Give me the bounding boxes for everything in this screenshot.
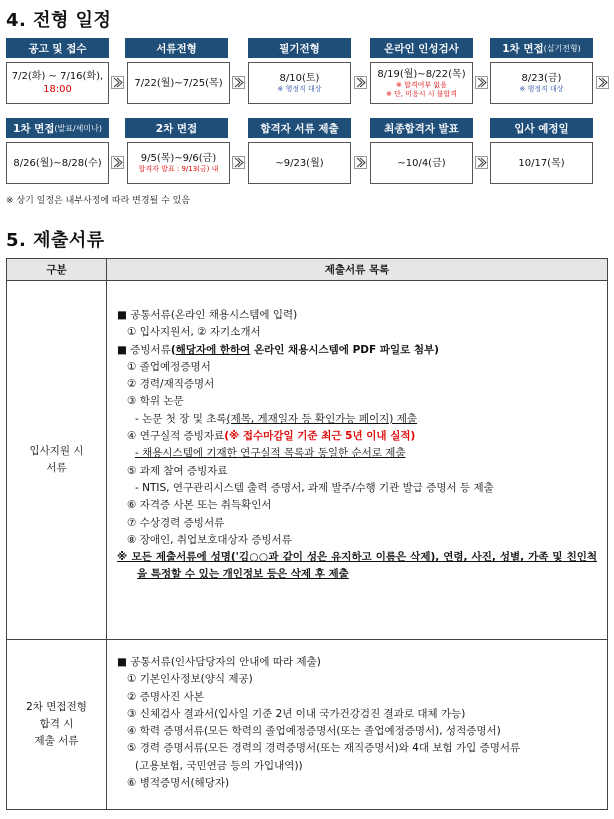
stage-head-personality-test: 온라인 인성검사 xyxy=(370,38,473,58)
stage-head-start-date: 입사 예정일 xyxy=(490,118,593,138)
category-second-interview: 2차 면접전형 합격 시 제출 서류 xyxy=(7,640,107,810)
stage-head-document-screening: 서류전형 xyxy=(125,38,228,58)
list-item: (고용보험, 국민연금 등의 가입내역)) xyxy=(135,759,303,772)
documents-table xyxy=(6,258,608,810)
stage-cell-written-test: 8/10(토) ※ 행정직 대상 xyxy=(248,62,351,104)
column-header-documents: 제출서류 목록 xyxy=(107,259,608,281)
arrow-right-icon xyxy=(232,76,245,89)
stage-head-final-announcement: 최종합격자 발표 xyxy=(370,118,473,138)
privacy-warning: ※ 모든 제출서류에 성명('김○○과 같이 성은 유지하고 이름은 삭제), 연령, 사진, 성별, 가족 및 친인척을 특정할 수 있는 개인정보 등은 삭제 후 제출 xyxy=(117,551,597,581)
stage-head-application: 공고 및 접수 xyxy=(6,38,109,58)
table-row-application xyxy=(7,281,608,640)
arrow-right-icon xyxy=(232,156,245,169)
list-item: ⑤ 경력 증명서류(모든 경력의 경력증명서(또는 재직증명서)와 4대 보험 가입 증명서류 xyxy=(127,742,521,755)
stage-cell-personality-test: 8/19(월)~8/22(목) ※ 합격여부 없음 ※ 단, 미응시 시 불합격 xyxy=(370,62,473,104)
list-item: ④ 학력 증명서류(모든 학력의 졸업예정증명서(또는 졸업예정증명서), 성적증명서) xyxy=(127,725,501,738)
list-item: ⑥ 병적증명서(해당자) xyxy=(127,777,230,790)
list-item: ① 졸업예정증명서 xyxy=(127,360,211,373)
list-item: ⑦ 수상경력 증빙서류 xyxy=(127,516,225,529)
stage-head-document-submission: 합격자 서류 제출 xyxy=(248,118,351,138)
list-item: - NTIS, 연구관리시스템 출력 증명서, 과제 발주/수행 기관 발급 증명서 등 제출 xyxy=(135,481,494,494)
stage-head-first-interview-presentation: 1차 면접 (발표/세미나) xyxy=(6,118,109,138)
list-item: ■ 증빙서류(해당자에 한하여 온라인 채용시스템에 PDF 파일로 첨부) xyxy=(117,343,439,356)
arrow-right-icon xyxy=(354,76,367,89)
stage-cell-document-screening: 7/22(월)~7/25(목) xyxy=(127,62,230,104)
stage-cell-first-interview-practical: 8/23(금) ※ 행정직 대상 xyxy=(490,62,593,104)
list-item: ② 증명사진 사본 xyxy=(127,690,204,703)
arrow-right-icon xyxy=(354,156,367,169)
list-item: ⑤ 과제 참여 증빙자료 xyxy=(127,464,228,477)
list-item: ■ 공통서류(인사담당자의 안내에 따라 제출) xyxy=(117,656,321,668)
list-item: ④ 연구실적 증빙자료(※ 접수마감일 기준 최근 5년 이내 실적) xyxy=(127,430,416,443)
stage-cell-start-date: 10/17(목) xyxy=(490,142,593,184)
list-item: ① 입사지원서, ② 자기소개서 xyxy=(127,326,261,339)
list-item: - 논문 첫 장 및 초록(제목, 게재일자 등 확인가능 페이지) 제출 xyxy=(135,412,417,425)
arrow-right-icon xyxy=(111,76,124,89)
column-header-category: 구분 xyxy=(7,259,107,281)
list-item: ③ 신체검사 결과서(입사일 기준 2년 이내 국가건강검진 결과로 대체 가능) xyxy=(127,707,466,720)
category-application: 입사지원 시 서류 xyxy=(7,281,107,640)
stage-cell-document-submission: ~9/23(월) xyxy=(248,142,351,184)
stage-cell-final-announcement: ~10/4(금) xyxy=(370,142,473,184)
section-title-schedule: 4. 전형 일정 xyxy=(6,10,112,31)
documents-application xyxy=(107,281,608,640)
table-header-row xyxy=(7,259,608,281)
stage-head-first-interview-practical: 1차 면접 (실기전형) xyxy=(490,38,593,58)
list-item: ③ 학위 논문 xyxy=(127,395,184,408)
list-item: ■ 공통서류(온라인 채용시스템에 입력) xyxy=(117,309,298,321)
stage-head-second-interview: 2차 면접 xyxy=(125,118,228,138)
section-title-documents: 5. 제출서류 xyxy=(6,230,105,251)
arrow-right-icon xyxy=(475,156,488,169)
stage-cell-application: 7/2(화) ~ 7/16(화), 18:00 xyxy=(6,62,109,104)
stage-head-written-test: 필기전형 xyxy=(248,38,351,58)
stage-cell-first-interview-presentation: 8/26(월)~8/28(수) xyxy=(6,142,109,184)
arrow-right-icon xyxy=(475,76,488,89)
documents-second-interview xyxy=(107,640,608,810)
arrow-right-icon xyxy=(111,156,124,169)
list-item: - 채용시스템에 기재한 연구실적 목록과 동일한 순서로 제출 xyxy=(135,447,406,460)
table-row-second-interview xyxy=(7,640,608,810)
stage-cell-second-interview: 9/5(목)~9/6(금) 합격자 발표 : 9/13(금) 내 xyxy=(127,142,230,184)
schedule-footnote: ※ 상기 일정은 내부사정에 따라 변경될 수 있음 xyxy=(6,196,191,206)
arrow-right-icon xyxy=(596,76,609,89)
list-item: ⑥ 자격증 사본 또는 취득확인서 xyxy=(127,499,272,512)
list-item: ⑧ 장애인, 취업보호대상자 증빙서류 xyxy=(127,533,292,546)
list-item: ② 경력/재직증명서 xyxy=(127,378,215,391)
list-item: ① 기본인사정보(양식 제공) xyxy=(127,673,253,686)
